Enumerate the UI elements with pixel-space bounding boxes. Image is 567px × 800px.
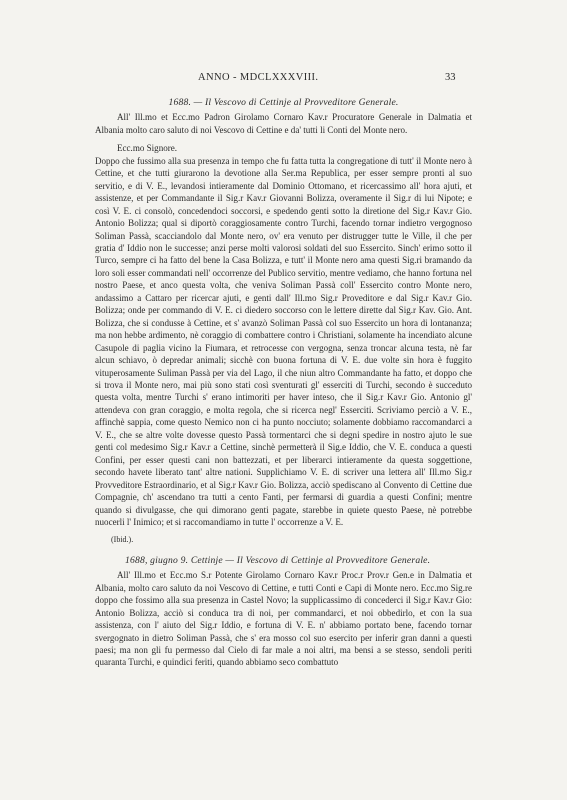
letter-1-greeting: Ecc.mo Signore. — [117, 143, 178, 154]
letter-1-source: (Ibid.). — [111, 535, 134, 545]
letter-2-body: All' Ill.mo et Ecc.mo S.r Potente Girolamo Cornaro Kav.r Proc.r Prov.r Gen.e in Dalmatia et Albania, molto caro saluto da noi Vescovo di Cettine, e tutti Conti e Capi di Monte nero. Ecc.mo Sig.re doppo che fossimo alla sua presenza in Castel Novo; la supplicassimo di concederci il Sig.r Kav.r Gio: Antonio Bolizza, acciò si conduca tra di noi, per commandarci, et noi obbedirlo, et con la sua assistenza, con l' aiuto del Sig.r Iddio, e fortuna di V. E. n' abbiamo portato bene, facendo tornar svergognato in dietro Soliman Passà, che s' era mosso col suo esercito per inferir gran danni a questi paesi; ma non gli fu permesso dal Cielo di far male a noi altri, ma bensi a se stesso, sendoli periti quaranta Turchi, e quindici feriti, quando abbiamo seco combattuto — [95, 570, 472, 668]
page-body — [95, 97, 472, 669]
letter-1-heading: 1688. — Il Vescovo di Cettinje al Provveditore Generale. — [168, 97, 399, 108]
page-header — [0, 72, 567, 86]
running-title: ANNO - MDCLXXXVIII. — [198, 72, 319, 83]
letter-1-body: Doppo che fussimo alla sua presenza in tempo che fu fatta tutta la congregatione di tutt' il Monte nero à Cettine, et che tutti giurarono la devotione alla Ser.ma Republica, per esser sempre pronti al suo servitio, e di V. E., levandosi intieramente dal Dominio Ottomano, et ricercassimo all' hora ajuti, et assistenze, et per Commandante il Sig.r Kav.r Giovanni Bolizza, overamente il Sig.r di lui Nipote; e così V. E. ci consolò, concedendoci soccorsi, e spedendo genti sotto la diretione del Sig.r Kav.r Gio. Antonio Bolizza; qual si diportò coraggiosamente contro Turchi, facendo tornar indietro vergognoso Soliman Passà, scacciandolo dal Monte nero, ov' era venuto per distrugger tutte le Ville, il che per gratia d' Iddio non le successe; anzi perse molti valorosi soldati del suo Essercito. Sinch' erimo sotto il Turco, sempre ci ha fatto del bene la Casa Bolizza, e tutt' il Monte nero ama questi Sig.ri bramando da loro soli esser commandati nell' occorrenze del Publico servitio, mentre vediamo, che hanno fortuna nel nostro Paese, et anco questa volta, che veniva Soliman Passà coll' Essercito contro Monte nero, andassimo a Cattaro per ricercar ajuti, e genti dall' Ill.mo Sig.r Proveditore e dal Sig.r Kav.r Gio. Bolizza; onde per commando di V. E. ci diedero soccorso con le lettere dirette dal Sig.r Kav. Gio. Ant. Bolizza, che si condusse à Cettine, et s' avanzò Soliman Passà col suo Essercito un hora di lontananza; ma non hebbe ardimento, nè coraggio di combattere contro i Christiani, solamente ha incendiato alcune Casupole di paglia vicino la Fiumara, et retrocesse con vergogna, senza troncar alcuna testa, nè far alcun schiavo, ò depredar animali; sicchè con buona fortuna di V. E. due volte sin hora è fuggito vituperosamente Suliman Passà per via del Lago, il che niun altro Commandante ha fatto, et doppo che si trova il Monte nero, mai più sono stati così sventurati gl' esserciti di Turchi, secondo è succeduto questa volta, mentre Turchi s' erano intimoriti per haver inteso, che il Sig.r Kav.r Gio. Antonio gl' attendeva con gran coraggio, e molta regola, che si ricerca negl' Esserciti. Scriviamo perciò a V. E., affinchè sappia, come questo Nemico non ci ha punto nocciuto; solamente dobbiamo raccomandarci a V. E., che se altre volte dovesse questo Passà tormentarci che si degni spedire in nostro ajuto le sue genti col medesimo Sig.r Kav.r a Cettine, sinchè permetterà il Sig.e Iddio, che V. E. conduca a questi Confini, per esser questi cani non battezzati, et per liberarci intieramente da questa soggettione, secondo havete liberato tant' altre nationi. Supplichiamo V. E. di scriver una lettera all' Ill.mo Sig.r Provveditore Estraordinario, et al Sig.r Kav.r Gio. Bolizza, acciò spediscano al Convento di Cettine due Compagnie, ch' ascendano tra tutti a cento Fanti, per fermarsi di guardia a questi Confini; mentre quando si divulgasse, che qui dimorano genti pagate, starebbe in quiete questo Paese, nè potrebbe nuocerli l' Inimico; et si raccomandiamo in tutte l' occorrenze a V. E. — [95, 155, 472, 527]
letter-2-heading: 1688, giugno 9. Cettinje — Il Vescovo di Cettinje al Provveditore Generale. — [125, 554, 431, 566]
letter-1-address: All' Ill.mo et Ecc.mo Padron Girolamo Cornaro Kav.r Procuratore Generale in Dalmatia et Albania molto caro saluto di noi Vescovo di Cettine e da' tutti li Conti del Monte nero. — [95, 112, 472, 135]
page-number: 33 — [445, 72, 456, 83]
